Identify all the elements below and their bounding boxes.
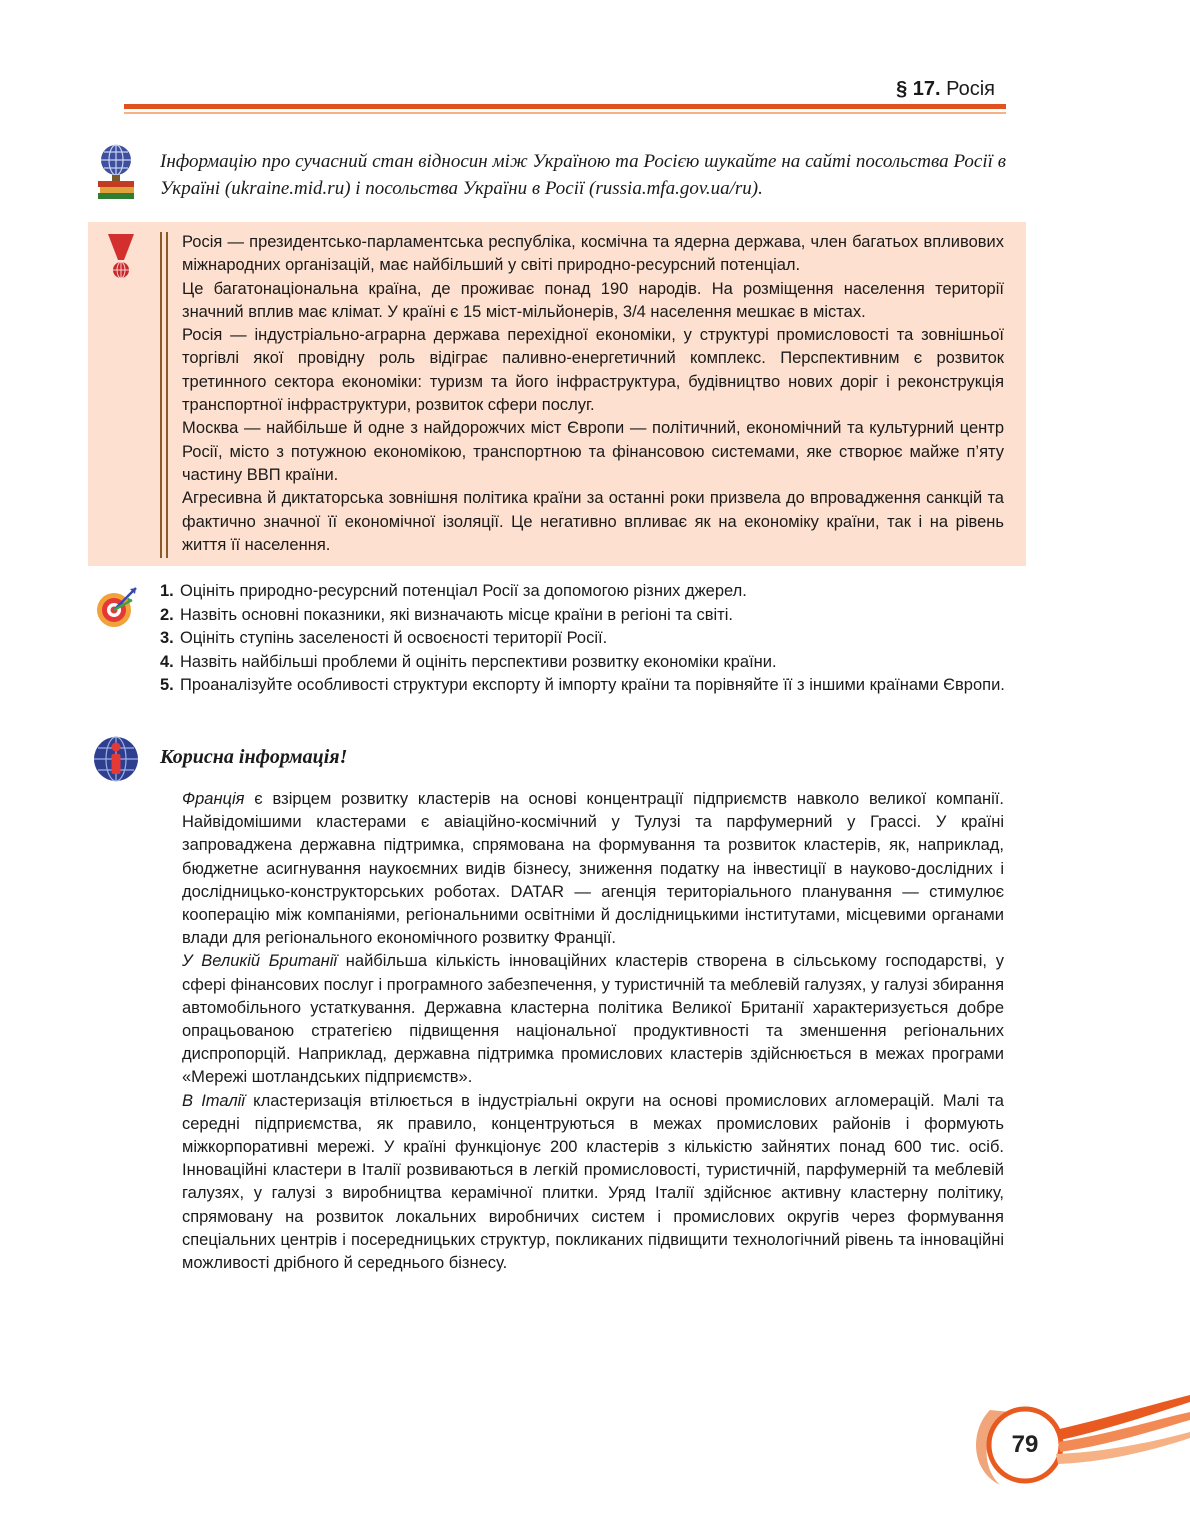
question-item [160, 604, 1006, 628]
country-lead: Франція [182, 790, 245, 808]
useful-paragraph-italy [182, 1090, 1004, 1276]
question-text: Назвіть основні показники, які визначають місце країни в регіоні та світі. [180, 605, 733, 624]
questions-list [160, 580, 1006, 698]
page-number: 79 [1011, 1431, 1039, 1458]
summary-paragraph: Це багатонаціональна країна, де проживає понад 190 народів. На розміщення населення території значний вплив має клімат. У країні є 15 міст-мільйонерів, 3/4 населення мешкає в містах. [182, 279, 1004, 321]
useful-paragraph-france [182, 788, 1004, 950]
question-item [160, 674, 1006, 698]
header-rule-light [124, 112, 1006, 114]
summary-paragraph: Агресивна й диктаторська зовнішня політика країни за останні роки призвела до впровадження санкцій та фактично значної її економічної ізоляції. Це негативно впливає як на економіку країни, так і на рівень життя її населення. [182, 489, 1004, 554]
question-number: 5. [160, 676, 174, 694]
paragraph-body: кластеризація втілюється в індустріальні округи на основі промислових агломерацій. Малі та середні підприємства, як правило, концентруються в межах промислових районів і формують міжкорпоративні мережі. У країні функціонує 200 кластерів з кількістю зайнятих понад 600 тис. осіб. Інноваційні кластери в Італії розвиваються в легкій промисловості, туристичній, парфумерній та меблевій галузях, у галузі з виробництва керамічної плитки. Уряд Італії здійснює активну кластерну політику, спрямовану на розвиток локальних виробничих систем і промислових округів через формування спеціальних центрів і посередницьких структур, покликаних підвищити технологічний рівень та інноваційні можливості дрібного й середнього бізнесу. [182, 1091, 1004, 1273]
info-note: Інформацію про сучасний стан відносин між Україною та Росією шукайте на сайті посольства Росії в Україні (ukraine.mid.ru) і посольства України в Росії (russia.mfa.gov.ua/ru). [160, 151, 1006, 199]
summary-border [160, 232, 162, 558]
summary-paragraph: Москва — найбільше й одне з найдорожчих міст Європи — політичний, економічний та культурний центр Росії, місто з потужною економікою, транспортною та фінансовою системами, яке створює майже п’яту частину ВВП країни. [182, 419, 1004, 484]
header-rule [124, 104, 1006, 109]
info-globe-icon [92, 735, 140, 783]
country-lead: В Італії [182, 1091, 245, 1110]
summary-text [182, 231, 1004, 557]
question-item [160, 651, 1006, 675]
paragraph-body: найбільша кількість інноваційних кластерів створена в сільському господарстві, у сфері фінансових послуг і програмного забезпечення, у туристичній та меблевій галузях, у галузі збирання автомобільного устаткування. Державна кластерна політика Великої Британії характеризується добре опрацьованою стратегією підвищення національної продуктивності та зменшення регіональних диспропорцій. Наприклад, державна підтримка промислових кластерів здійснюється в межах програми «Мережі шотландських підприємств». [182, 952, 1004, 1087]
paragraph-body: є взірцем розвитку кластерів на основі концентрації підприємств навколо великої компанії. Найвідомішими кластерами є авіаційно-космічний у Тулузі та парфумерний у Грассі. У країні запроваджена державна підтримка, спрямована на формування та розвиток кластерів, як, наприклад, бюджетне асигнування наукоємних видів бізнесу, зниження податку на інвестиції в науково-дослідних і дослідницько-конструкторських роботах. DATAR — агенція територіального планування — стимулює кооперацію між компаніями, регіональними освітніми й дослідницькими інститутами, місцевими органами влади для регіонального економічного розвитку Франції. [182, 790, 1004, 948]
target-darts-icon [92, 580, 142, 630]
question-text: Оцініть ступінь заселеності й освоєності території Росії. [180, 629, 608, 647]
question-item [160, 627, 1006, 651]
section-title: Росія [946, 78, 995, 100]
useful-info-text [182, 788, 1004, 1275]
question-number: 4. [160, 652, 174, 671]
running-header [896, 78, 995, 101]
useful-paragraph-uk [182, 950, 1004, 1089]
country-lead: У Великій Британії [182, 952, 338, 971]
question-number: 1. [160, 582, 174, 600]
question-number: 3. [160, 629, 174, 647]
summary-border-inner [166, 232, 168, 558]
globe-books-icon [94, 142, 138, 202]
question-text: Назвіть найбільші проблеми й оцініть перспективи розвитку економіки країни. [180, 652, 777, 671]
question-item [160, 580, 1006, 604]
question-text: Проаналізуйте особливості структури експорту й імпорту країни та порівняйте її з іншими країнами Європи. [180, 676, 1005, 694]
section-number: § 17. [896, 78, 941, 100]
summary-paragraph: Росія — індустріально-аграрна держава перехідної економіки, у структурі промисловості та зовнішньої торгівлі якої провідну роль відіграє паливно-енергетичний комплекс. Перспективним є розвиток третинного сектора економіки: туризм та його інфраструктура, будівництво нових доріг і реконструкція транспортної інфраструктури, розвиток сфери послуг. [182, 326, 1004, 415]
exclamation-globe-icon [106, 232, 136, 282]
useful-info-title: Корисна інформація! [160, 746, 348, 768]
question-text: Оцініть природно-ресурсний потенціал Росії за допомогою різних джерел. [180, 582, 747, 600]
question-number: 2. [160, 605, 174, 624]
summary-paragraph: Росія — президентсько-парламентська республіка, космічна та ядерна держава, член багатьох впливових міжнародних організацій, має найбільший у світі природно-ресурсний потенціал. [182, 233, 1004, 275]
